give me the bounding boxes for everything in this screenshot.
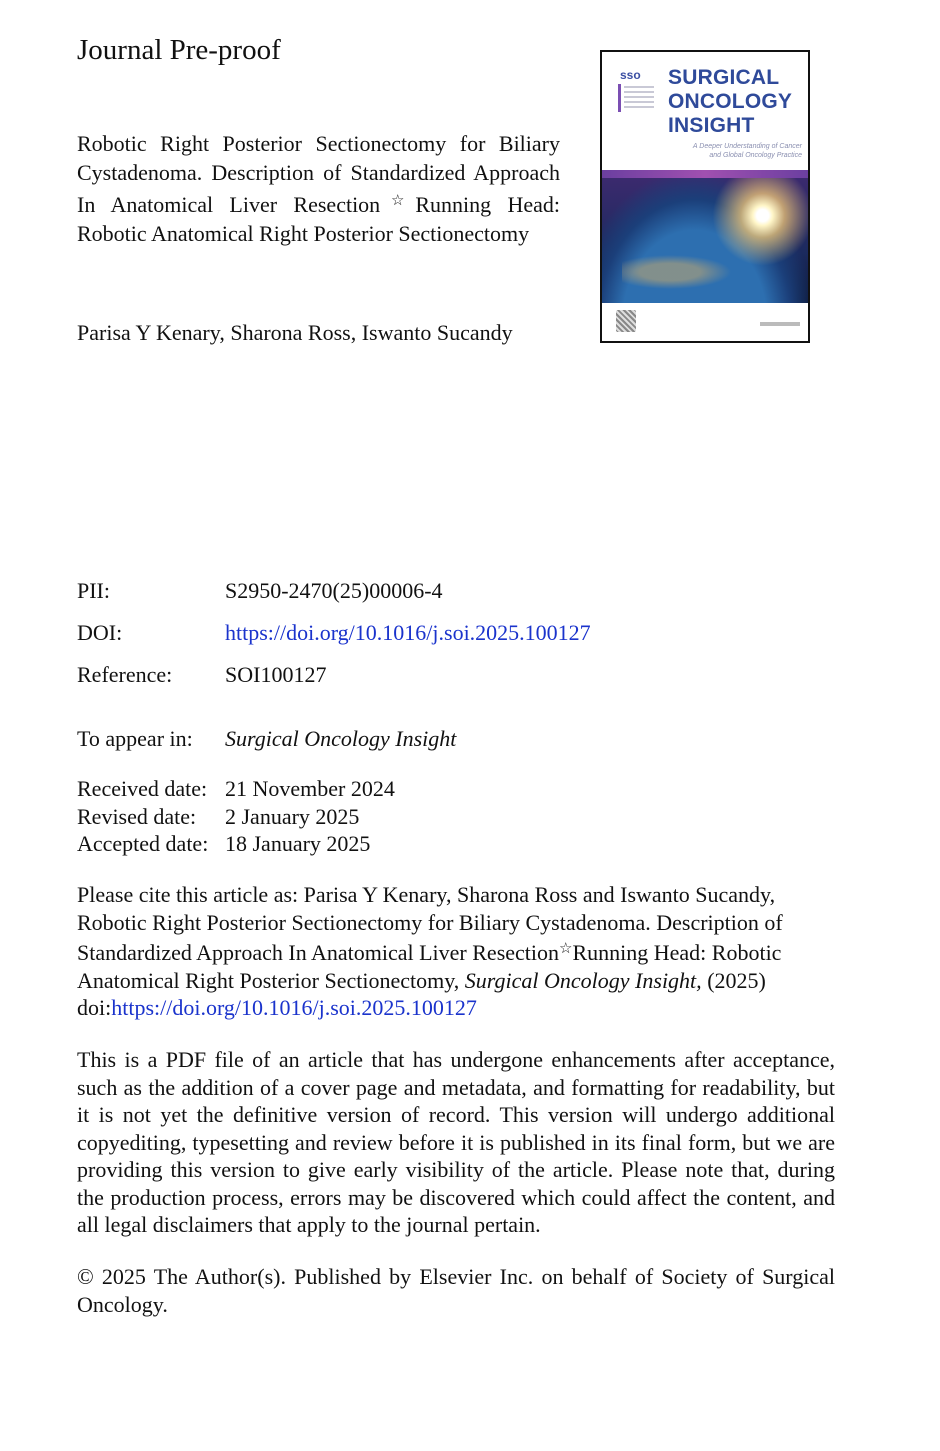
pii-value: S2950-2470(25)00006-4 [225,578,443,603]
pii-label: PII: [77,578,110,603]
cover-journal-name: SURGICAL ONCOLOGY INSIGHT [668,66,792,137]
copyright-notice: © 2025 The Author(s). Published by Elsevier Inc. on behalf of Society of Surgical Oncology. [77,1264,835,1317]
elsevier-logo-icon [616,310,636,332]
received-value: 21 November 2024 [225,776,395,801]
citation-line [77,936,835,967]
sso-logo: sso [620,68,641,82]
title-main: Robotic Right Posterior Sectionectomy for Biliary Cystadenoma. Description of Standardized Approach In Anatomical Liver Resection [77,131,560,217]
reference-label: Reference: [77,662,173,687]
authors: Parisa Y Kenary, Sharona Ross, Iswanto Sucandy [77,320,513,345]
accepted-label: Accepted date: [77,831,209,856]
revised-label: Revised date: [77,804,197,829]
appear-label: To appear in: [77,726,193,751]
journal-pre-proof-header: Journal Pre-proof [77,34,281,66]
reference-value: SOI100127 [225,662,327,687]
cover-header [602,52,808,170]
article-title [77,130,560,248]
cover-tagline: A Deeper Understanding of Cancer and Global Oncology Practice [692,143,802,159]
title-running-head: Running Head: Robotic Anatomical Right Posterior Sectionectomy [77,192,560,246]
citation-line: Please cite this article as: Parisa Y Kenary, Sharona Ross and Iswanto Sucandy, [77,882,776,907]
accepted-value: 18 January 2025 [225,831,371,856]
citation-line [77,967,835,995]
citation-journal: Surgical Oncology Insight, [464,967,702,993]
citation-text: Anatomical Right Posterior Sectionectomy, [77,967,465,993]
citation-text: Standardized Approach In Anatomical Liver Resection [77,940,560,965]
appear-value: Surgical Oncology Insight [225,726,457,751]
revised-value: 2 January 2025 [225,804,360,829]
citation-doi-link[interactable]: https://doi.org/10.1016/j.soi.2025.100127 [111,995,477,1020]
earth-land [622,252,742,292]
disclaimer-paragraph: This is a PDF file of an article that has undergone enhancements after acceptance, such as the addition of a cover page and metadata, and formatting for readability, but it is not yet the definitive version of record. This version will undergo additional copyediting, typesetting and review before it is published in its final form, but we are providing this version to give early visibility of the article. Please note that, during the production process, errors may be discovered which could affect the content, and all legal disclaimers that apply to the journal pertain. [77,1047,835,1237]
star-icon: ☆ [380,193,416,209]
received-label: Received date: [77,776,208,801]
doi-link[interactable]: https://doi.org/10.1016/j.soi.2025.100127 [225,620,591,645]
star-icon: ☆ [559,941,573,957]
citation-text: Running Head: Robotic [572,940,782,965]
citation-line [77,994,835,1022]
doi-label: DOI: [77,620,123,645]
sso-logo-bar [618,84,621,112]
citation-block [77,881,835,1022]
cover-strip [602,170,808,178]
journal-cover-image [600,50,810,343]
citation-line: Robotic Right Posterior Sectionectomy for Biliary Cystadenoma. Description of [77,909,783,935]
cover-issn [760,322,800,326]
sso-logo-text [624,86,654,108]
doi-prefix: doi: [77,995,112,1020]
citation-year: (2025) [701,967,766,993]
